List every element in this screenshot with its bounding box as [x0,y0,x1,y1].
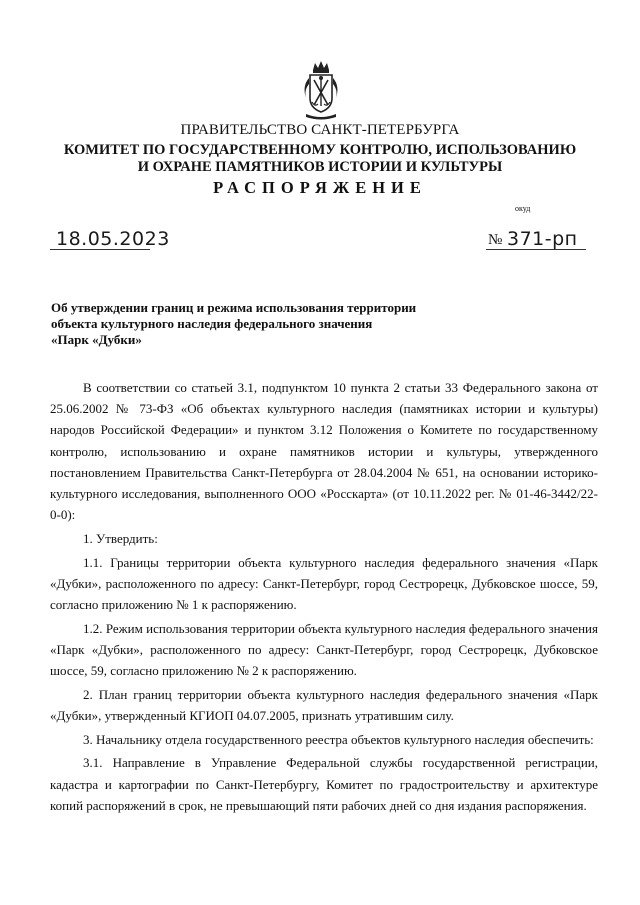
government-title: ПРАВИТЕЛЬСТВО САНКТ-ПЕТЕРБУРГА [180,122,460,138]
document-number: 371-рп [507,228,578,250]
subject-line: «Парк «Дубки» [51,332,142,347]
body-paragraph: 1.1. Границы территории объекта культурного наследия федерального значения «Парк «Дубки», расположенного по адресу: Санкт-Петербург, город Сестрорецк, Дубковское шоссе, 59, согласно приложению № 1 к распоряжению. [50,554,598,613]
document-body [50,377,598,819]
committee-title-line: И ОХРАНЕ ПАМЯТНИКОВ ИСТОРИИ И КУЛЬТУРЫ [137,159,503,175]
body-paragraph: 3. Начальнику отдела государственного реестра объектов культурного наследия обеспечить: [83,731,594,747]
okud-label: окуд [515,204,531,213]
coat-of-arms-icon [298,60,344,122]
committee-title-line: КОМИТЕТ ПО ГОСУДАРСТВЕННОМУ КОНТРОЛЮ, ИСПОЛЬЗОВАНИЮ [63,142,577,158]
body-paragraph: 1. Утвердить: [83,530,158,546]
document-subject [51,300,471,348]
body-paragraph: 1.2. Режим использования территории объекта культурного наследия федерального значения «Парк «Дубки», расположенного по адресу: Санкт-Петербург, город Сестрорецк, Дубковское шоссе, 59, согласно приложению № 2 к распоряжению. [50,620,598,679]
document-type: РАСПОРЯЖЕНИЕ [213,178,427,197]
body-paragraph: 2. План границ территории объекта культурного наследия федерального значения «Парк «Дубки», утвержденный КГИОП 04.07.2005, признать утратившим силу. [50,686,598,724]
body-paragraph: В соответствии со статьей 3.1, подпунктом 10 пункта 2 статьи 33 Федерального закона от 25.06.2002 № 73-ФЗ «Об объектах культурного наследия (памятниках истории и культуры) народов Российской Федерации» и пунктом 3.12 Положения о Комитете по государственному контролю, использованию и охране памятников истории и культуры, утвержденного постановлением Правительства Санкт-Петербурга от 28.04.2004 № 651, на основании историко-культурного исследования, выполненного ООО «Росскарта» (от 10.11.2022 рег. № 01-46-3442/22-0-0): [50,380,598,523]
subject-line: объекта культурного наследия федерального значения [51,316,373,331]
committee-title [0,142,640,176]
subject-line: Об утверждении границ и режима использования территории [51,300,417,315]
number-underline [486,249,586,250]
date-underline [50,249,150,250]
body-paragraph: 3.1. Направление в Управление Федеральной службы государственной регистрации, кадастра и картографии по Санкт-Петербургу, Комитет по градостроительству и архитектуре копий распоряжений в срок, не превышающий пяти рабочих дней со дня издания распоряжения. [50,755,598,813]
number-sign: № [488,232,503,248]
document-date: 18.05.2023 [56,228,170,250]
